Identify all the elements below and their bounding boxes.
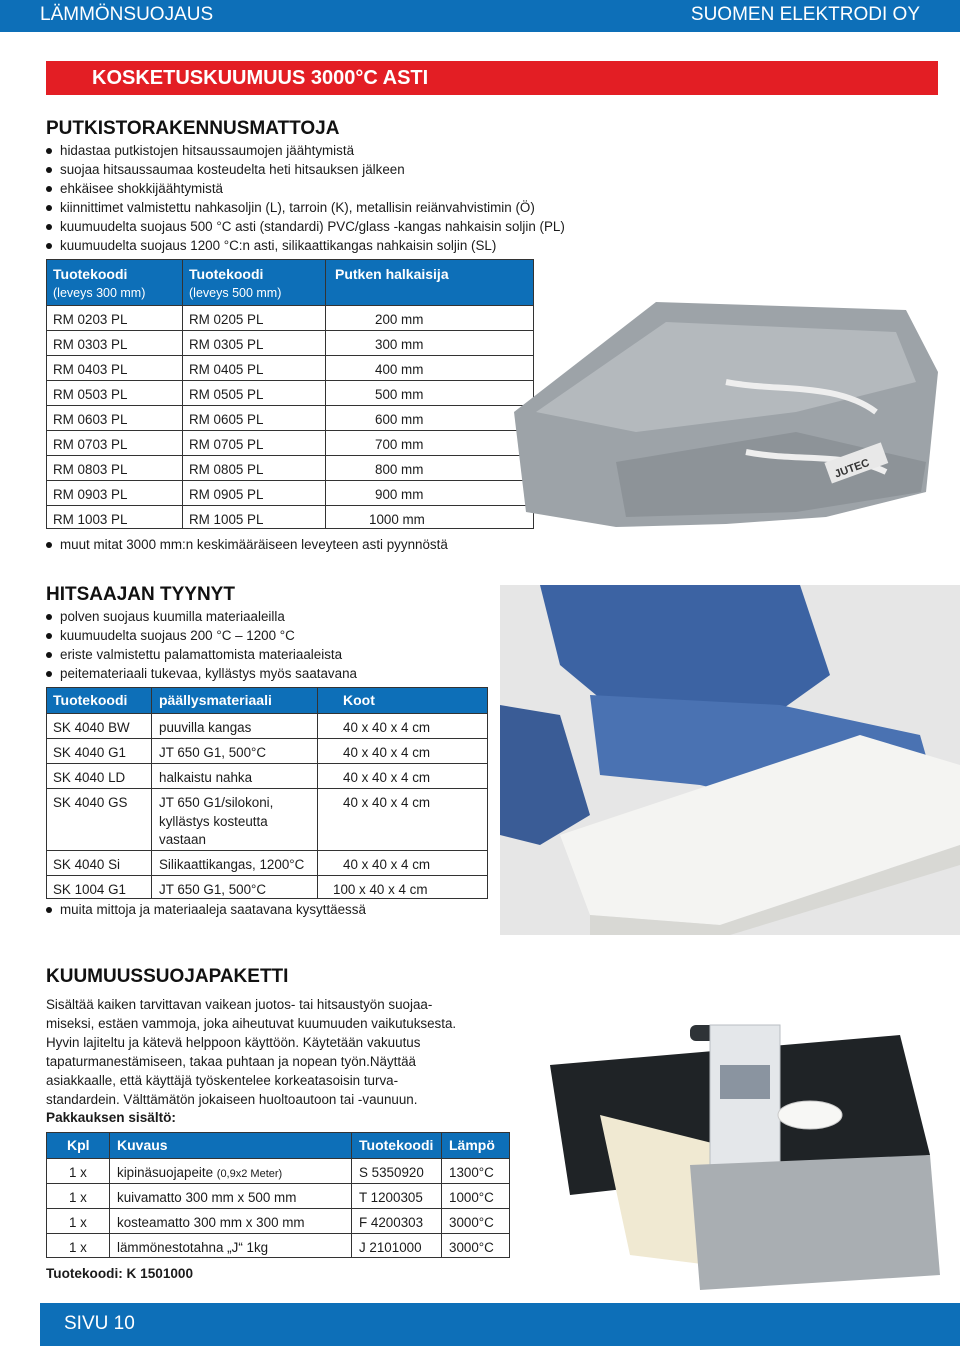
table-row xyxy=(47,505,533,529)
cell-qty: 1 x xyxy=(69,1190,87,1205)
kit-text-line: standardein. Välttämätön jokaiseen huoltoautoon tai -vaunuun. xyxy=(46,1092,418,1107)
cell-diameter: 500 mm xyxy=(375,387,424,402)
header-size: Koot xyxy=(343,692,375,708)
cell-code-300: RM 1003 PL xyxy=(53,512,128,527)
kit-table xyxy=(46,1132,510,1258)
kit-text-line: asiakkaalle, että käyttäjä työskentelee korkeatasoisin turva- xyxy=(46,1073,399,1088)
list-item: kiinnittimet valmistettu nahkasoljin (L), tarroin (K), metallisin reiänvahvistimin (Ö) xyxy=(46,198,565,217)
welding-mat-image xyxy=(496,262,940,532)
column-divider xyxy=(441,1133,442,1257)
cell-diameter: 400 mm xyxy=(375,362,424,377)
cushions-note: muita mittoja ja materiaaleja saatavana kysyttäessä xyxy=(46,900,366,919)
column-divider xyxy=(182,260,183,528)
cell-code-300: RM 0803 PL xyxy=(53,462,128,477)
table-header xyxy=(47,260,533,305)
footer-bar xyxy=(40,1303,960,1346)
cell-code-500: RM 0405 PL xyxy=(189,362,264,377)
header-width-300: (leveys 300 mm) xyxy=(53,286,146,300)
cell-code: S 5350920 xyxy=(359,1165,424,1180)
cell-code-500: RM 0505 PL xyxy=(189,387,264,402)
kit-section-title: KUUMUUSSUOJAPAKETTI xyxy=(46,966,289,987)
cell-diameter: 200 mm xyxy=(375,312,424,327)
table-row xyxy=(47,1183,509,1208)
kit-description xyxy=(46,995,526,1109)
cell-description: kosteamatto 300 mm x 300 mm xyxy=(117,1215,305,1230)
table-row xyxy=(47,405,533,430)
column-divider xyxy=(151,688,152,898)
cell-code: SK 1004 G1 xyxy=(53,882,126,897)
cell-size: 40 x 40 x 4 cm xyxy=(343,795,431,810)
header-description: Kuvaus xyxy=(117,1137,168,1153)
header-qty: Kpl xyxy=(67,1137,90,1153)
table-header xyxy=(47,688,487,713)
list-item: ehkäisee shokkijäähtymistä xyxy=(46,179,565,198)
table-row xyxy=(47,788,487,850)
list-item: peitemateriaali tukevaa, kyllästys myös saatavana xyxy=(46,664,357,683)
cell-qty: 1 x xyxy=(69,1215,87,1230)
cushions-section-title: HITSAAJAN TYYNYT xyxy=(46,584,235,605)
column-divider xyxy=(351,1133,352,1257)
grey-mat xyxy=(690,1155,940,1290)
table-row xyxy=(47,713,487,738)
cell-size: 40 x 40 x 4 cm xyxy=(343,857,431,872)
table-row xyxy=(47,850,487,875)
cell-code: SK 4040 Si xyxy=(53,857,120,872)
cell-code-500: RM 0705 PL xyxy=(189,437,264,452)
cell-diameter: 1000 mm xyxy=(369,512,425,527)
heat-protection-kit-image xyxy=(510,1005,950,1295)
cell-size: 40 x 40 x 4 cm xyxy=(343,720,431,735)
cushions-note-list xyxy=(46,900,366,919)
red-banner xyxy=(46,61,938,95)
cell-size: 40 x 40 x 4 cm xyxy=(343,770,431,785)
table-row xyxy=(47,380,533,405)
table-header xyxy=(47,1133,509,1158)
cell-code-500: RM 0305 PL xyxy=(189,337,264,352)
top-header-bar xyxy=(0,0,960,32)
column-divider xyxy=(317,688,318,898)
cell-material: puuvilla kangas xyxy=(159,720,252,735)
cell-diameter: 600 mm xyxy=(375,412,424,427)
cell-description xyxy=(117,1165,282,1180)
list-item: suojaa hitsaussaumaa kosteudelta heti hitsauksen jälkeen xyxy=(46,160,565,179)
cell-code: F 4200303 xyxy=(359,1215,424,1230)
banner-title: KOSKETUSKUUMUUS 3000°C ASTI xyxy=(92,67,429,89)
list-item: polven suojaus kuumilla materiaaleilla xyxy=(46,607,357,626)
table-row xyxy=(47,330,533,355)
header-code: Tuotekoodi xyxy=(53,692,128,708)
brand-label: JUTEC xyxy=(833,456,872,481)
page-number: SIVU 10 xyxy=(64,1313,135,1334)
mats-table xyxy=(46,259,534,529)
kit-text-line: Hyvin lajiteltu ja kätevä helppoon käyttöön. Käytetään vakuutus xyxy=(46,1035,421,1050)
cell-code: SK 4040 BW xyxy=(53,720,130,735)
cushions-table xyxy=(46,687,488,899)
mats-note: muut mitat 3000 mm:n keskimääräiseen leveyteen asti pyynnöstä xyxy=(46,535,448,554)
cell-code: SK 4040 G1 xyxy=(53,745,126,760)
cell-code-300: RM 0303 PL xyxy=(53,337,128,352)
column-divider xyxy=(325,260,326,528)
cell-code-300: RM 0603 PL xyxy=(53,412,128,427)
cell-code: SK 4040 GS xyxy=(53,795,128,810)
cell-code-500: RM 1005 PL xyxy=(189,512,264,527)
cell-qty: 1 x xyxy=(69,1240,87,1255)
cell-description: lämmönestotahna „J“ 1kg xyxy=(117,1240,269,1255)
cell-material: Silikaattikangas, 1200°C xyxy=(159,857,305,872)
cell-material: halkaistu nahka xyxy=(159,770,253,785)
cell-size: 100 x 40 x 4 cm xyxy=(333,882,428,897)
mats-bullet-list xyxy=(46,141,565,255)
table-row xyxy=(47,1158,509,1183)
cushions-bullet-list xyxy=(46,607,357,683)
cell-code-500: RM 0205 PL xyxy=(189,312,264,327)
table-row xyxy=(47,763,487,788)
cell-material: JT 650 G1, 500°C xyxy=(159,882,267,897)
cell-diameter: 700 mm xyxy=(375,437,424,452)
mats-note-list xyxy=(46,535,448,554)
table-row xyxy=(47,430,533,455)
table-row xyxy=(47,738,487,763)
mats-section-title: PUTKISTORAKENNUSMATTOJA xyxy=(46,118,340,139)
cell-description: kuivamatto 300 mm x 500 mm xyxy=(117,1190,297,1205)
cell-code-300: RM 0203 PL xyxy=(53,312,128,327)
list-item: hidastaa putkistojen hitsaussaumojen jäähtymistä xyxy=(46,141,565,160)
description-size: (0,9x2 Meter) xyxy=(216,1168,283,1180)
cell-temperature: 3000°C xyxy=(449,1215,494,1230)
cell-code: SK 4040 LD xyxy=(53,770,126,785)
table-row xyxy=(47,1233,509,1258)
table-row xyxy=(47,305,533,330)
cell-code-300: RM 0403 PL xyxy=(53,362,128,377)
cell-diameter: 900 mm xyxy=(375,487,424,502)
list-item: kuumuudelta suojaus 500 °C asti (standardi) PVC/glass -kangas nahkaisin soljin (PL) xyxy=(46,217,565,236)
header-code-300: Tuotekoodi xyxy=(53,266,128,282)
header-diameter: Putken halkaisija xyxy=(335,266,449,282)
table-row xyxy=(47,1208,509,1233)
cell-material: JT 650 G1, 500°C xyxy=(159,745,267,760)
cell-material: JT 650 G1/silokoni, kyllästys kosteutta vastaan xyxy=(159,795,274,847)
header-company-name: SUOMEN ELEKTRODI OY xyxy=(690,4,920,25)
header-section-title: LÄMMÖNSUOJAUS xyxy=(40,4,214,25)
cell-code-500: RM 0905 PL xyxy=(189,487,264,502)
kit-product-code: Tuotekoodi: K 1501000 xyxy=(46,1266,194,1281)
kneeling-cushion-image xyxy=(500,585,960,935)
header-width-500: (leveys 500 mm) xyxy=(189,286,282,300)
cell-code-300: RM 0703 PL xyxy=(53,437,128,452)
cell-code-500: RM 0805 PL xyxy=(189,462,264,477)
table-row xyxy=(47,875,487,899)
cell-size: 40 x 40 x 4 cm xyxy=(343,745,431,760)
header-temperature: Lämpö xyxy=(449,1137,495,1153)
header-material: päällysmateriaali xyxy=(159,692,272,708)
header-code: Tuotekoodi xyxy=(359,1137,434,1153)
table-row xyxy=(47,480,533,505)
header-code-500: Tuotekoodi xyxy=(189,266,264,282)
cell-code: T 1200305 xyxy=(359,1190,423,1205)
cell-code: J 2101000 xyxy=(359,1240,422,1255)
cell-code-300: RM 0503 PL xyxy=(53,387,128,402)
cell-diameter: 300 mm xyxy=(375,337,424,352)
table-row xyxy=(47,455,533,480)
description-text: kipinäsuojapeite xyxy=(117,1165,214,1180)
list-item: kuumuudelta suojaus 200 °C – 1200 °C xyxy=(46,626,357,645)
column-divider xyxy=(109,1133,110,1257)
bag-label xyxy=(720,1065,770,1099)
kit-text-line: Sisältää kaiken tarvittavan vaikean juotos- tai hitsaustyön suojaa- xyxy=(46,997,433,1012)
cell-diameter: 800 mm xyxy=(375,462,424,477)
cell-temperature: 3000°C xyxy=(449,1240,494,1255)
cell-temperature: 1300°C xyxy=(449,1165,494,1180)
kit-text-line: tapaturmanestämiseen, takaa puhtaan ja nopean työn.Näyttää xyxy=(46,1054,416,1069)
cell-qty: 1 x xyxy=(69,1165,87,1180)
cell-temperature: 1000°C xyxy=(449,1190,494,1205)
kit-contents-label: Pakkauksen sisältö: xyxy=(46,1110,176,1125)
table-row xyxy=(47,355,533,380)
paste-tub xyxy=(778,1101,842,1129)
list-item: kuumuudelta suojaus 1200 °C:n asti, silikaattikangas nahkaisin soljin (SL) xyxy=(46,236,565,255)
list-item: eriste valmistettu palamattomista materiaaleista xyxy=(46,645,357,664)
cell-code-300: RM 0903 PL xyxy=(53,487,128,502)
kit-text-line: miseksi, estäen vammoja, joka aiheutuvat kuumuuden vaikutuksesta. xyxy=(46,1016,457,1031)
cell-code-500: RM 0605 PL xyxy=(189,412,264,427)
